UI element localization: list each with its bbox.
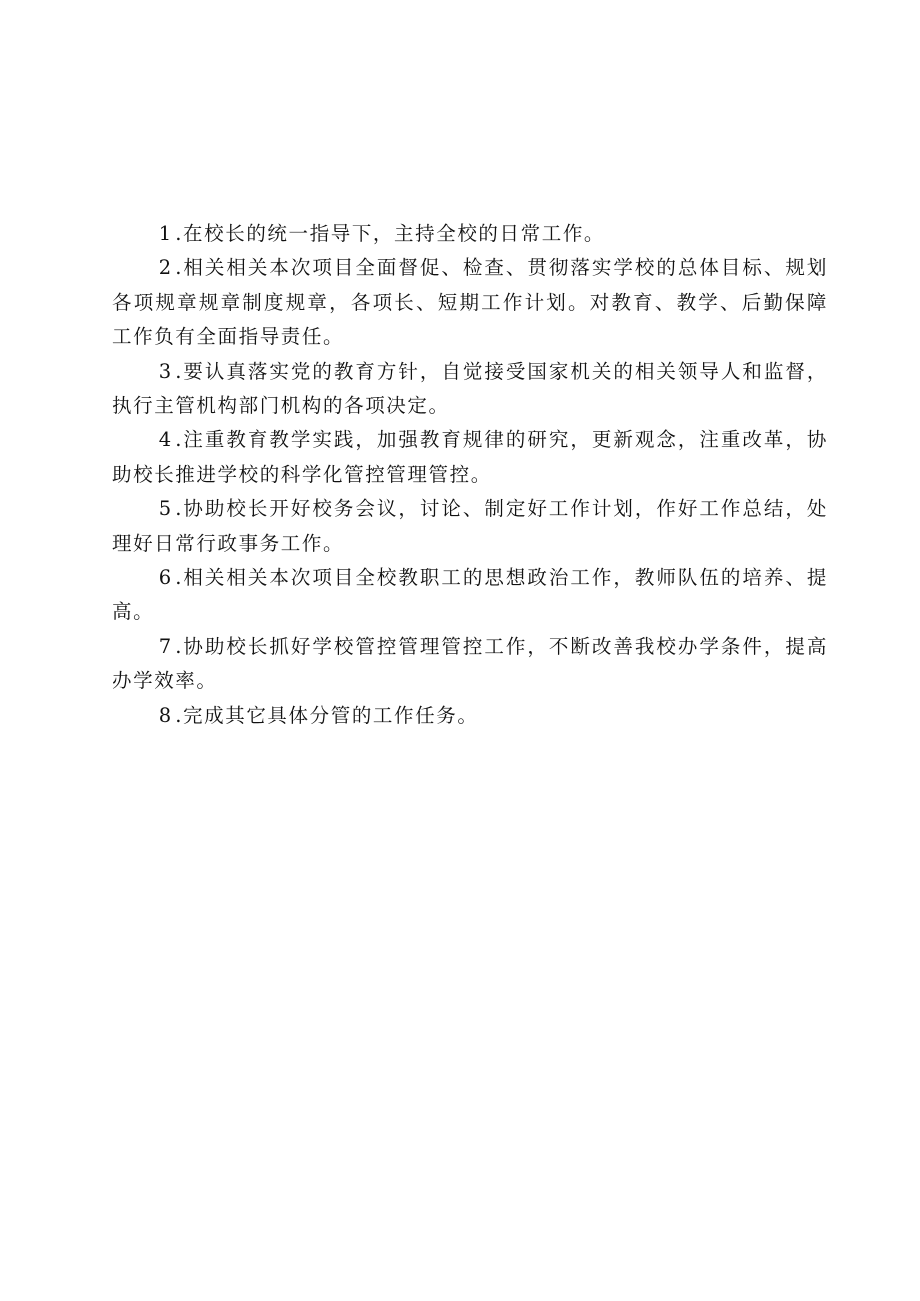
- duty-item-number: 2: [158, 256, 176, 280]
- duty-item-text: .相关相关本次项目全面督促、检查、贯彻落实学校的总体目标、规划各项规章规章制度规章，各项长、短期工作计划。对教育、教学、后勤保障工作负有全面指导责任。: [112, 256, 828, 349]
- duty-item-number: 4: [158, 428, 176, 452]
- duty-item-1: [112, 217, 828, 251]
- duty-item-number: 8: [158, 703, 176, 727]
- duty-list: [112, 217, 828, 733]
- duty-item-5: [112, 492, 828, 561]
- duty-item-4: [112, 423, 828, 492]
- duty-item-number: 1: [158, 222, 176, 245]
- duty-item-text: .注重教育教学实践，加强教育规律的研究，更新观念，注重改革，协助校长推进学校的科学化管控管理管控。: [112, 428, 828, 486]
- duty-item-text: .完成其它具体分管的工作任务。: [175, 703, 479, 727]
- duty-item-text: .在校长的统一指导下，主持全校的日常工作。: [175, 222, 606, 245]
- duty-item-7: [112, 630, 828, 699]
- duty-item-number: 7: [158, 634, 176, 658]
- duty-item-3: [112, 355, 828, 424]
- duty-item-2: [112, 251, 828, 354]
- duty-item-text: .协助校长开好校务会议，讨论、制定好工作计划，作好工作总结，处理好日常行政事务工作。: [112, 497, 828, 555]
- duty-item-6: [112, 561, 828, 630]
- duty-item-text: .相关相关本次项目全校教职工的思想政治工作，教师队伍的培养、提高。: [112, 566, 828, 624]
- duty-item-number: 6: [158, 566, 176, 590]
- duty-item-text: .要认真落实党的教育方针，自觉接受国家机关的相关领导人和监督，执行主管机构部门机构的各项决定。: [112, 359, 828, 418]
- duty-item-8: [112, 699, 828, 733]
- duty-item-number: 3: [158, 359, 176, 383]
- duty-item-number: 5: [158, 497, 176, 521]
- duty-item-text: .协助校长抓好学校管控管理管控工作，不断改善我校办学条件，提高办学效率。: [112, 634, 828, 693]
